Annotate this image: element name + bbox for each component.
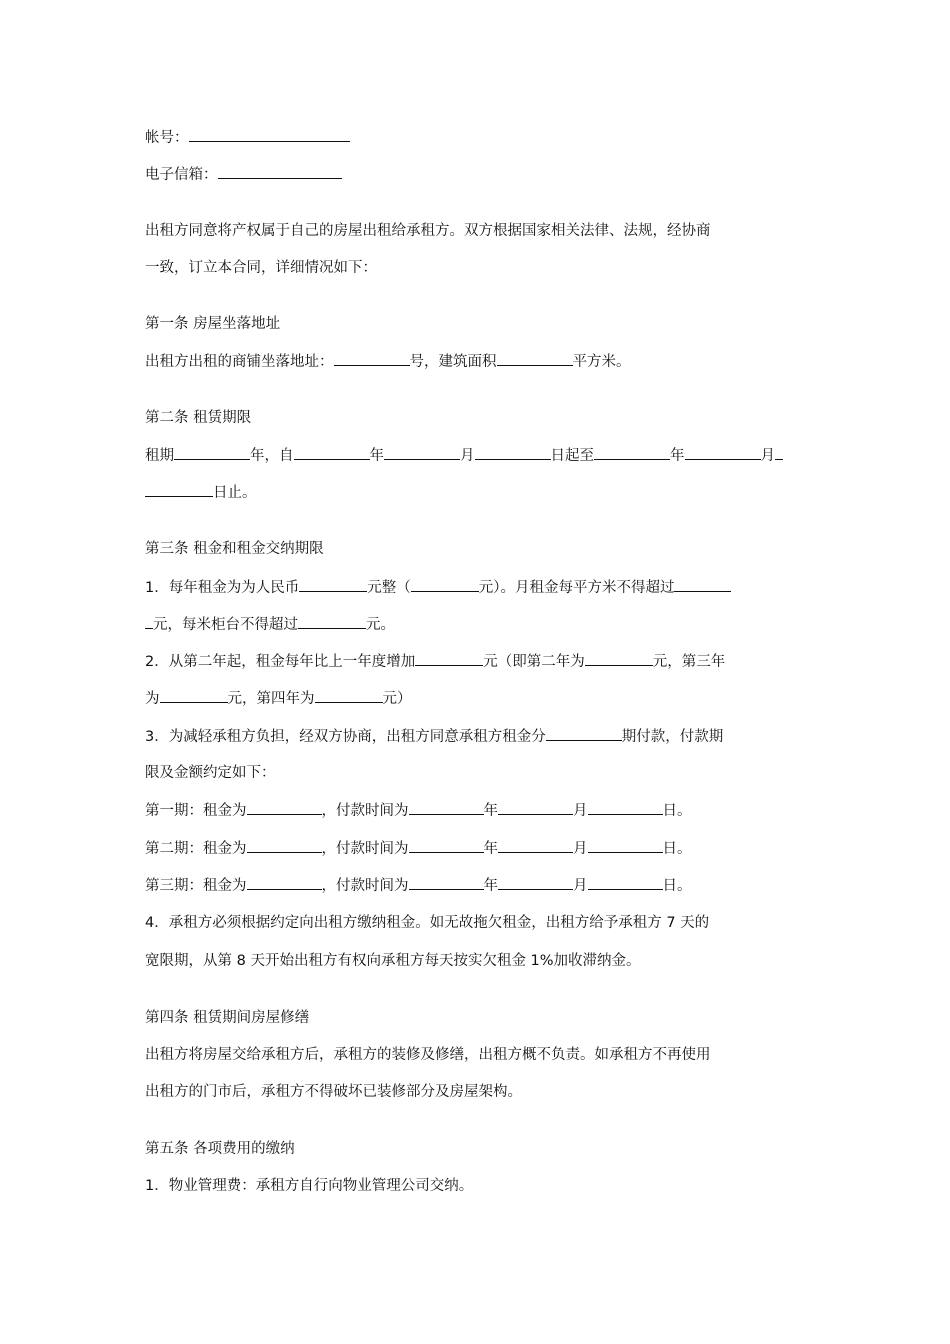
amount-blank[interactable] xyxy=(247,837,322,853)
text: 年 xyxy=(483,803,498,819)
text: ，付款时间为 xyxy=(321,803,409,819)
text: 元）。月租金每平方米不得超过 xyxy=(478,580,675,596)
article-3-p1-line-1 xyxy=(145,576,731,599)
annual-increase-blank[interactable] xyxy=(415,650,483,666)
text: 元。 xyxy=(366,617,395,633)
email-blank[interactable] xyxy=(218,163,342,179)
end-month-blank[interactable] xyxy=(685,444,761,460)
article-2-heading: 第二条 租赁期限 xyxy=(145,410,252,426)
text: 年 xyxy=(369,448,384,464)
amount-blank[interactable] xyxy=(247,799,322,815)
end-day-blank-start[interactable] xyxy=(775,444,783,460)
annual-rent-blank[interactable] xyxy=(299,576,367,592)
article-3-p1-line-2 xyxy=(145,613,395,636)
text: 日。 xyxy=(662,841,692,857)
text: 年 xyxy=(670,448,685,464)
day-blank[interactable] xyxy=(588,874,663,890)
text: 期付款，付款期 xyxy=(621,729,724,745)
text: 日止。 xyxy=(213,485,257,501)
article-3-p3-line-2: 限及金额约定如下： xyxy=(145,765,276,781)
installment-row xyxy=(145,837,692,860)
text: 月 xyxy=(573,878,588,894)
text: 年，自 xyxy=(250,448,294,464)
article-4-heading: 第四条 租赁期间房屋修缮 xyxy=(145,1010,310,1026)
article-3-p4-line-2: 宽限期，从第 8 天开始出租方有权向承租方每天按实欠租金 1%加收滞纳金。 xyxy=(145,953,641,969)
installment-row xyxy=(145,799,692,822)
start-month-blank[interactable] xyxy=(384,444,460,460)
monthly-rate-blank[interactable] xyxy=(674,576,731,592)
installments-blank[interactable] xyxy=(546,725,622,741)
text: 2．从第二年起，租金每年比上一年度增加 xyxy=(145,654,416,670)
end-year-blank[interactable] xyxy=(594,444,670,460)
year-blank[interactable] xyxy=(409,799,484,815)
article-5-heading: 第五条 各项费用的缴纳 xyxy=(145,1141,295,1157)
year-blank[interactable] xyxy=(409,837,484,853)
third-year-blank[interactable] xyxy=(160,687,228,703)
text: 第一期：租金为 xyxy=(145,803,247,819)
counter-rate-blank[interactable] xyxy=(298,613,366,629)
text: 月 xyxy=(460,448,475,464)
text: 元，第三年 xyxy=(652,654,726,670)
installment-row xyxy=(145,874,692,897)
text: 平方米。 xyxy=(572,354,631,370)
end-day-blank[interactable] xyxy=(145,481,213,497)
annual-rent-figure-blank[interactable] xyxy=(411,576,479,592)
article-4-line-1: 出租方将房屋交给承租方后，承租方的装修及修缮，出租方概不负责。如承租方不再使用 xyxy=(145,1047,711,1063)
text: 日。 xyxy=(662,878,692,894)
month-blank[interactable] xyxy=(498,874,573,890)
article-3-p2-line-1 xyxy=(145,650,725,673)
monthly-rate-blank-end[interactable] xyxy=(145,613,153,629)
day-blank[interactable] xyxy=(588,837,663,853)
text: 日起至 xyxy=(550,448,594,464)
fourth-year-blank[interactable] xyxy=(315,687,383,703)
area-blank[interactable] xyxy=(497,350,573,366)
address-blank[interactable] xyxy=(334,350,410,366)
month-blank[interactable] xyxy=(498,837,573,853)
article-2-line-2 xyxy=(145,481,257,504)
text: 元） xyxy=(382,691,412,707)
text: 3．为减轻承租方负担，经双方协商，出租方同意承租方租金分 xyxy=(145,729,546,745)
amount-blank[interactable] xyxy=(247,874,322,890)
text: 第三期：租金为 xyxy=(145,878,247,894)
account-blank[interactable] xyxy=(189,126,350,142)
second-year-blank[interactable] xyxy=(585,650,653,666)
article-5-p1: 1．物业管理费：承租方自行向物业管理公司交纳。 xyxy=(145,1178,474,1194)
text: 元，第四年为 xyxy=(227,691,315,707)
text: 年 xyxy=(483,878,498,894)
text: 日。 xyxy=(662,803,692,819)
article-3-p2-line-2 xyxy=(145,687,412,710)
article-3-p4-line-1: 4．承租方必须根据约定向出租方缴纳租金。如无故拖欠租金，出租方给予承租方 7 天的 xyxy=(145,915,710,931)
text: 年 xyxy=(483,841,498,857)
text: 月 xyxy=(573,803,588,819)
day-blank[interactable] xyxy=(588,799,663,815)
text: 为 xyxy=(145,691,160,707)
text: 出租方出租的商铺坐落地址： xyxy=(145,354,334,370)
text: 元（即第二年为 xyxy=(483,654,585,670)
text: 月 xyxy=(760,448,775,464)
article-2-line-1 xyxy=(145,444,783,467)
account-label: 帐号： xyxy=(145,130,189,146)
month-blank[interactable] xyxy=(498,799,573,815)
article-1-line xyxy=(145,350,631,373)
text: 第二期：租金为 xyxy=(145,841,247,857)
account-line xyxy=(145,126,350,149)
text: ，付款时间为 xyxy=(321,878,409,894)
text: 租期 xyxy=(145,448,174,464)
intro-line-2: 一致，订立本合同，详细情况如下： xyxy=(145,260,377,276)
article-3-p3-line-1 xyxy=(145,725,723,748)
intro-line-1: 出租方同意将产权属于自己的房屋出租给承租方。双方根据国家相关法律、法规，经协商 xyxy=(145,223,711,239)
article-4-line-2: 出租方的门市后，承租方不得破坏已装修部分及房屋架构。 xyxy=(145,1084,522,1100)
text: 号，建筑面积 xyxy=(409,354,497,370)
year-blank[interactable] xyxy=(409,874,484,890)
article-1-heading: 第一条 房屋坐落地址 xyxy=(145,316,281,332)
text: 元整（ xyxy=(367,580,411,596)
text: 元，每米柜台不得超过 xyxy=(153,617,298,633)
start-day-blank[interactable] xyxy=(475,444,551,460)
text: ，付款时间为 xyxy=(321,841,409,857)
text: 1．每年租金为为人民币 xyxy=(145,580,300,596)
article-3-heading: 第三条 租金和租金交纳期限 xyxy=(145,541,324,557)
email-label: 电子信箱： xyxy=(145,167,218,183)
email-line xyxy=(145,163,342,186)
text: 月 xyxy=(573,841,588,857)
start-year-blank[interactable] xyxy=(294,444,370,460)
term-years-blank[interactable] xyxy=(174,444,250,460)
